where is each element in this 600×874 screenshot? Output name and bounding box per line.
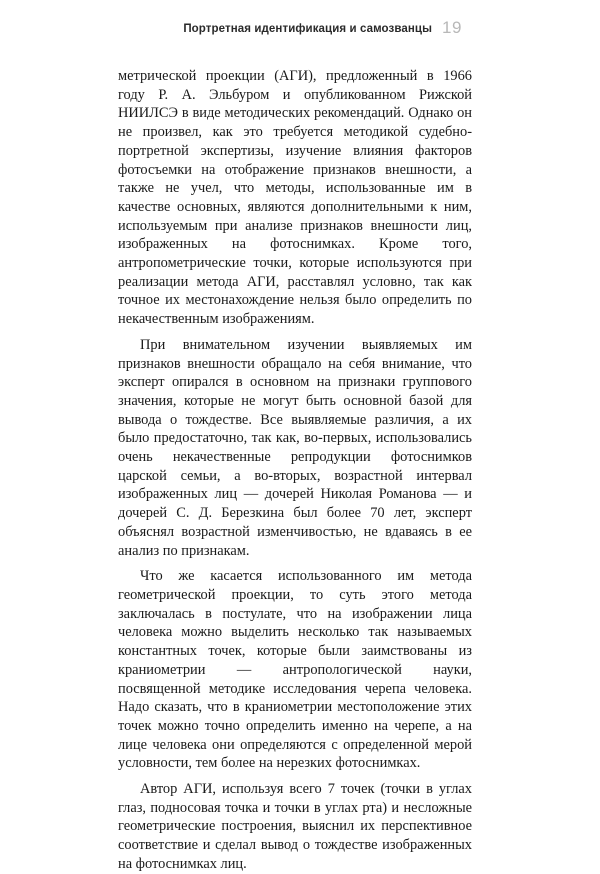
running-header xyxy=(0,18,600,42)
paragraph-4: Автор АГИ, используя всего 7 точек (точки в углах глаз, подносовая точка и точки в углах рта) и несложные геометрические построения, выяснил их перспективное соответствие и сделал вывод о тождестве изображенных на фотоснимках лиц. xyxy=(118,781,472,872)
body-text xyxy=(118,67,472,874)
running-header-title: Портретная идентификация и самозванцы xyxy=(183,23,432,35)
paragraph-3: Что же касается использованного им метода геометрической проекции, то суть этого метода заключалась в постулате, что на изображении лица человека можно выделить несколько так называемых константных точек, которые были заимствованы из краниометрии — антропологической науки, посвященной методике исследования черепа человека. Надо сказать, что в краниометрии местоположение этих точек можно точно определить именно на черепе, а на лице человека они определяются с определенной мерой условности, тем более на нерезких фотоснимках. xyxy=(118,568,472,772)
paragraph-2: При внимательном изучении выявляемых им признаков внешности обращало на себя внимание, что эксперт опирался в основном на признаки группового значения, которые не могут быть основной базой для вывода о тождестве. Все выявляемые различия, а их было предостаточно, так как, во-первых, использовались очень некачественные репродукции фотоснимков царской семьи, а во-вторых, возрастной интервал изображенных лиц — дочерей Николая Романова — и дочерей С. Д. Березкина был более 70 лет, эксперт объяснял возрастной изменчивостью, не вдаваясь в ее анализ по признакам. xyxy=(118,336,472,559)
page-number: 19 xyxy=(442,18,462,37)
paragraph-1: метрической проекции (АГИ), предложенный в 1966 году Р. А. Эльбуром и опубликованном Рижской НИИЛСЭ в виде методических рекомендаций. Однако он не произвел, как это требуется методикой судебно-портретной экспертизы, изучение влияния факторов фотосъемки на отображение признаков внешности, а также не учел, что методы, использованные им в качестве основных, являются дополнительными к ним, используемым при анализе признаков внешности лиц, изображенных на фотоснимках. Кроме того, антропометрические точки, которые используются при реализации метода АГИ, расставлял условно, так как точное их местонахождение нельзя было определить по некачественным изображениям. xyxy=(118,68,472,328)
